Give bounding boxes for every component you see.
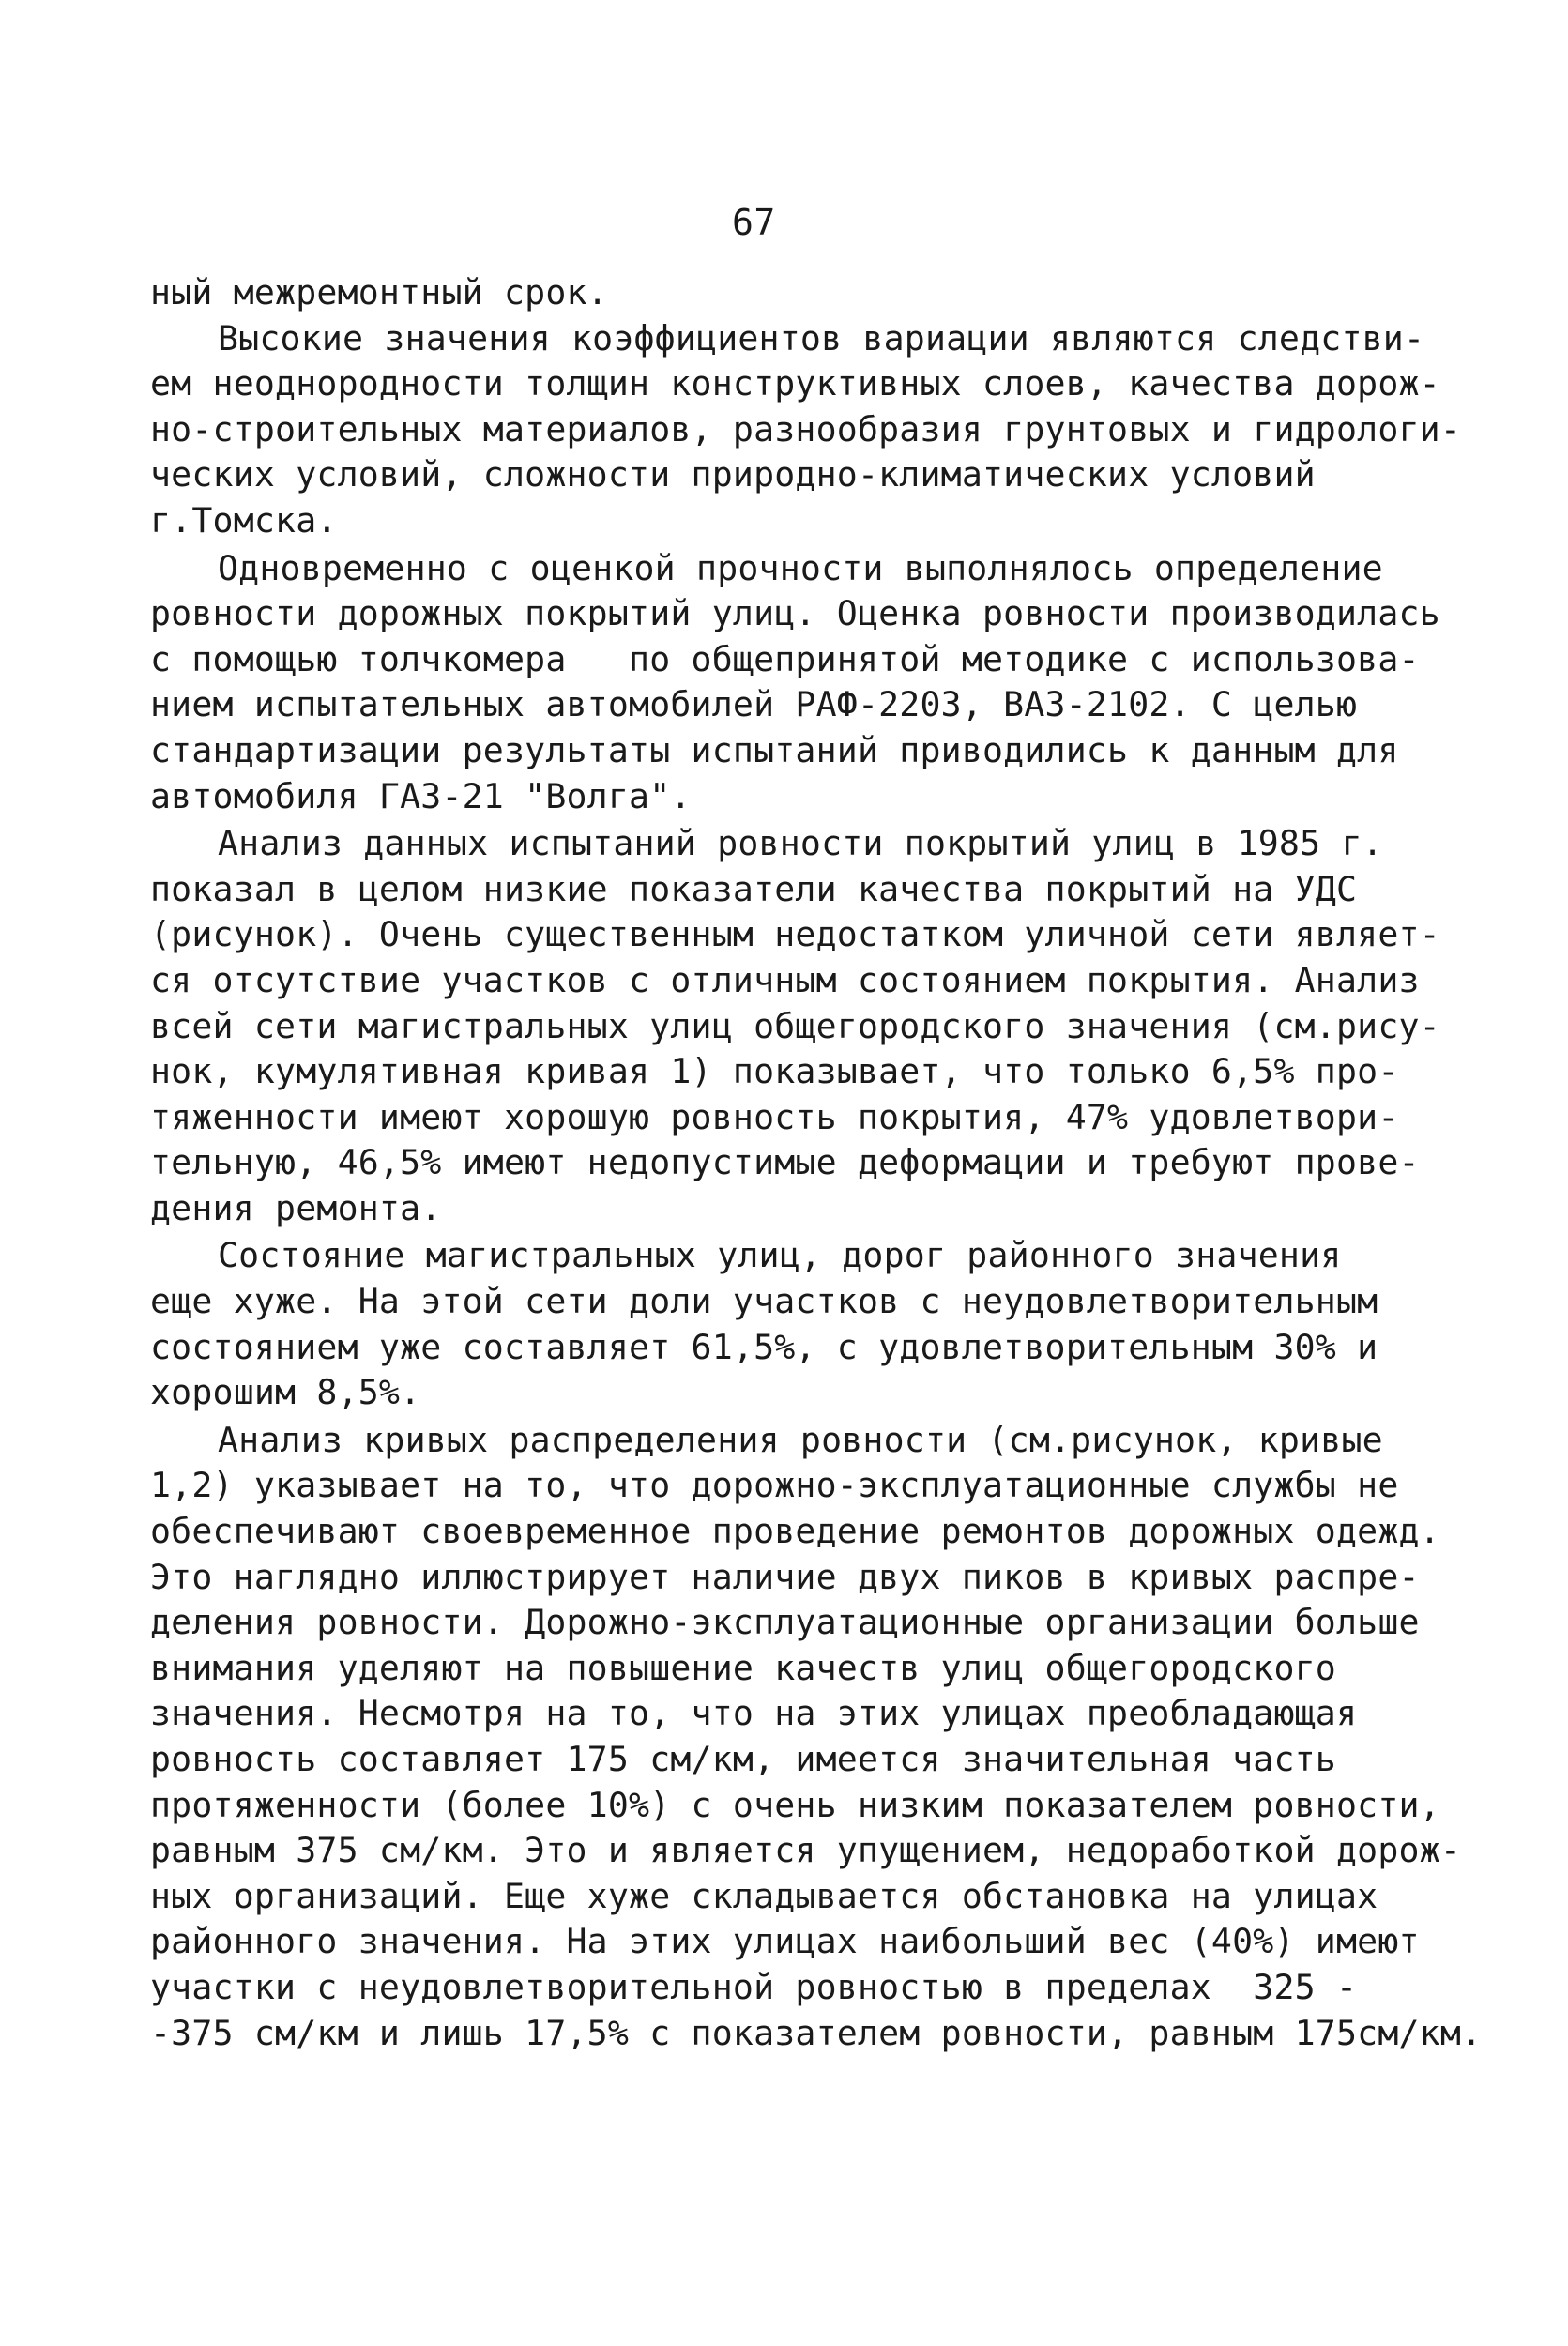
text-line: всей сети магистральных улиц общегородского значения (см.рису- <box>150 1005 1440 1046</box>
text-line: ческих условий, сложности природно-климатических условий <box>150 454 1316 495</box>
paragraph-start-line: Высокие значения коэффициентов вариации являются следстви- <box>218 317 1425 358</box>
text-line: равным 375 см/км. Это и является упущением, недоработкой дорож- <box>150 1830 1462 1871</box>
text-line: состоянием уже составляет 61,5%, с удовлетворительным 30% и <box>150 1326 1378 1367</box>
text-line: Это наглядно иллюстрирует наличие двух пиков в кривых распре- <box>150 1556 1420 1597</box>
text-line: 1,2) указывает на то, что дорожно-эксплуатационные службы не <box>150 1465 1399 1506</box>
text-line: значения. Несмотря на то, что на этих улицах преобладающая <box>150 1693 1358 1734</box>
text-line: ем неоднородности толщин конструктивных слоев, качества дорож- <box>150 363 1440 404</box>
text-line: тяженности имеют хорошую ровность покрытия, 47% удовлетвори- <box>150 1096 1399 1137</box>
text-line: нием испытательных автомобилей РАФ-2203, ВАЗ-2102. С целью <box>150 684 1358 725</box>
text-line: ся отсутствие участков с отличным состоянием покрытия. Анализ <box>150 959 1420 1000</box>
page-number: 67 <box>732 202 776 243</box>
paragraph-start-line: Анализ кривых распределения ровности (см.рисунок, кривые <box>218 1419 1383 1460</box>
text-line: еще хуже. На этой сети доли участков с неудовлетворительным <box>150 1281 1378 1322</box>
text-line: ный межремонтный срок. <box>150 272 608 312</box>
paragraph-start-line: Анализ данных испытаний ровности покрытий улиц в 1985 г. <box>218 823 1383 864</box>
text-line: г.Томска. <box>150 499 338 541</box>
paragraph-start-line: Состояние магистральных улиц, дорог районного значения <box>218 1235 1342 1276</box>
paragraph-start-line: Одновременно с оценкой прочности выполнялось определение <box>218 547 1383 588</box>
text-line: дения ремонта. <box>150 1187 442 1228</box>
text-line: протяженности (более 10%) с очень низким показателем ровности, <box>150 1784 1440 1825</box>
text-line: хорошим 8,5%. <box>150 1372 421 1413</box>
text-line: -375 см/км и лишь 17,5% с показателем ровности, равным 175см/км. <box>150 2012 1483 2053</box>
text-line: ровности дорожных покрытий улиц. Оценка ровности производилась <box>150 593 1440 634</box>
text-line: обеспечивают своевременное проведение ремонтов дорожных одежд. <box>150 1511 1440 1552</box>
text-line: но-строительных материалов, разнообразия грунтовых и гидрологи- <box>150 408 1462 449</box>
text-line: внимания уделяют на повышение качеств улиц общегородского <box>150 1647 1336 1688</box>
text-line: (рисунок). Очень существенным недостатком уличной сети являет- <box>150 914 1440 955</box>
text-line: стандартизации результаты испытаний приводились к данным для <box>150 729 1399 770</box>
body-text <box>150 270 1483 2056</box>
text-line: нок, кумулятивная кривая 1) показывает, что только 6,5% про- <box>150 1051 1399 1092</box>
text-line: участки с неудовлетворительной ровностью в пределах 325 - <box>150 1966 1358 2007</box>
text-line: ровность составляет 175 см/км, имеется значительная часть <box>150 1739 1336 1779</box>
text-line: деления ровности. Дорожно-эксплуатационные организации больше <box>150 1602 1420 1643</box>
text-line: показал в целом низкие показатели качества покрытий на УДС <box>150 868 1358 909</box>
text-line: ных организаций. Еще хуже складывается обстановка на улицах <box>150 1875 1378 1916</box>
text-line: автомобиля ГАЗ-21 "Волга". <box>150 775 692 816</box>
text-line: тельную, 46,5% имеют недопустимые деформации и требуют прове- <box>150 1142 1420 1183</box>
text-line: районного значения. На этих улицах наибольший вес (40%) имеют <box>150 1921 1420 1962</box>
text-line: с помощью толчкомера по общепринятой методике с использова- <box>150 638 1420 679</box>
